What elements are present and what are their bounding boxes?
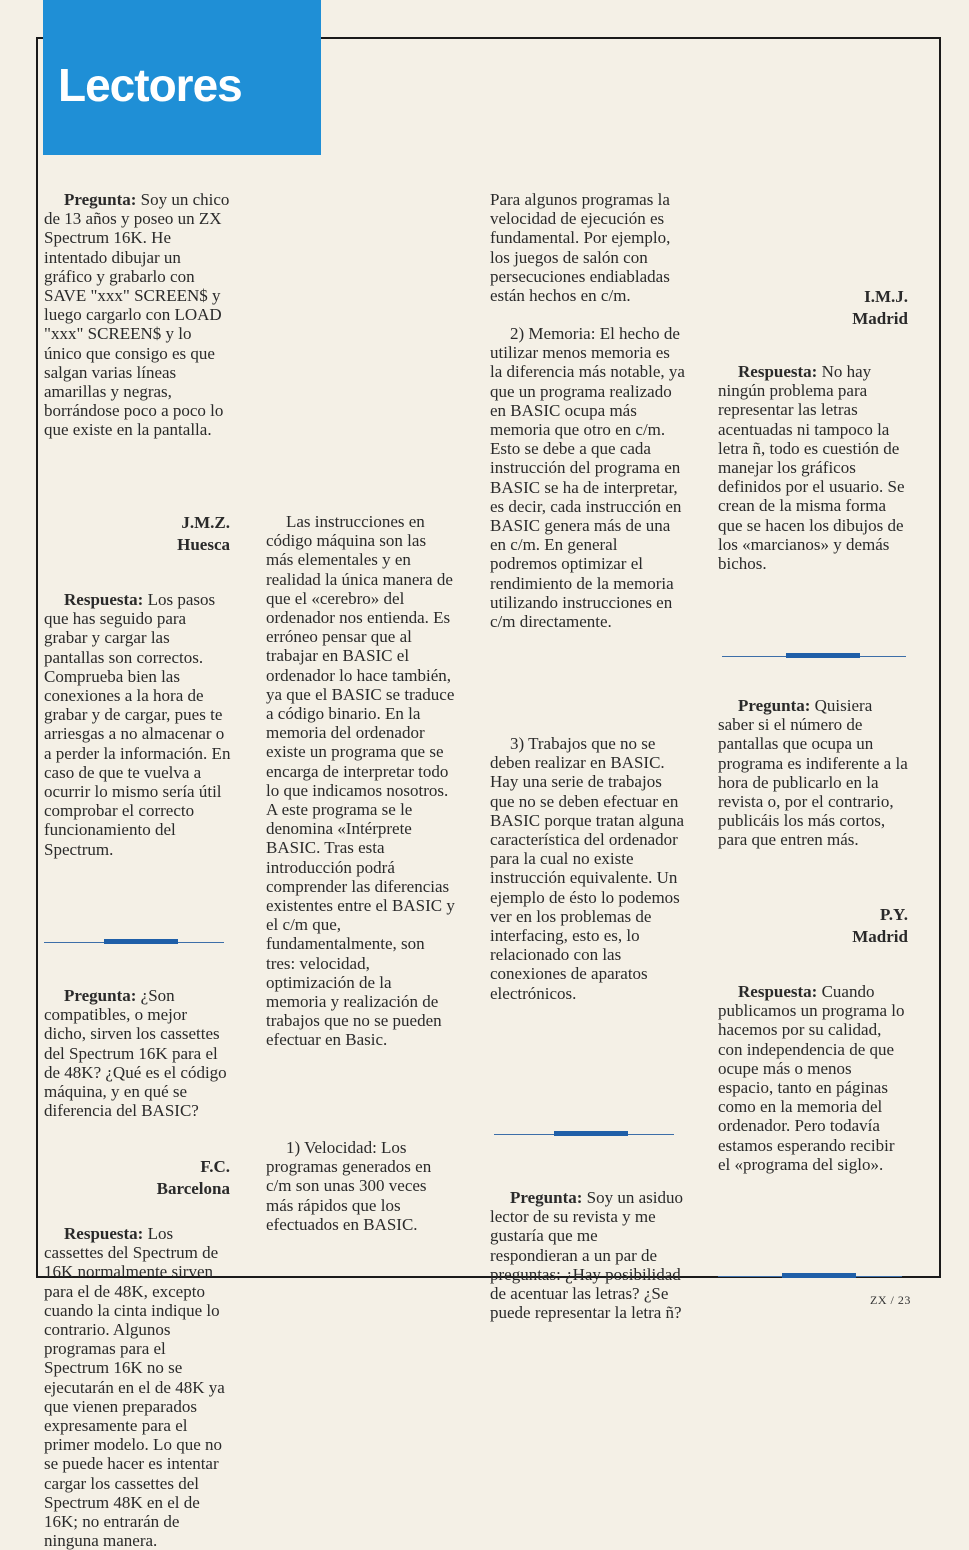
answer-paragraph: 3) Trabajos que no se deben realizar en BASIC. Hay una serie de trabajos que no se deben efectuar en BASIC porque tratan alguna característica del ordenador para la cual no existe instrucción equivalente. Un ejemplo de ésto lo podemos ver en los problemas de interfacing, esto es, lo relacionado con las conexiones de aparatos electrónicos. [490, 734, 685, 1003]
letter-4-question [718, 696, 910, 850]
divider [494, 1134, 674, 1135]
answer-text: Cuando publicamos un programa lo hacemos por su calidad, con independencia de que ocupe más o menos espacio, tanto en páginas como en la memoria del ordenador. Pero todavía estamos esperando recibir el «programa del siglo». [718, 982, 905, 1174]
letter-1-question [44, 190, 232, 440]
question-label: Pregunta: [64, 986, 137, 1005]
signature-name: F.C. [200, 1157, 230, 1176]
page-folio: ZX / 23 [870, 1293, 911, 1307]
answer-paragraph: 1) Velocidad: Los programas generados en c/m son unas 300 veces más rápidos que los efectuados en BASIC. [266, 1138, 432, 1234]
answer-paragraph: Para algunos programas la velocidad de ejecución es fundamental. Por ejemplo, los juegos de salón con persecuciones endiabladas están hechos en c/m. [490, 190, 671, 306]
answer-text: Los pasos que has seguido para grabar y cargar las pantallas son correctos. Comprueba bien las conexiones a la hora de grabar y de cargar, pues te arriesgas a no almacenar o a perder la información. En caso de que te vuelva a ocurrir lo mismo sería útil comprobar el correcto funcionamiento del Spectrum. [44, 590, 231, 859]
question-text: Soy un chico de 13 años y poseo un ZX Spectrum 16K. He intentado dibujar un gráfico y grabarlo con SAVE "xxx" SCREEN$ y luego cargarlo con LOAD "xxx" SCREEN$ y lo único que consigo es que salgan varias líneas amarillas y negras, borrándose poco a poco lo que existe en la pantalla. [44, 190, 230, 440]
question-text: Quisiera saber si el número de pantallas que ocupa un programa es indiferente a la hora de publicarlo en la revista o, por el contrario, publicáis los más cortos, para que entren más. [718, 696, 908, 850]
divider-mark [554, 1131, 628, 1136]
signature-city: Huesca [177, 535, 230, 554]
question-text: Soy un asiduo lector de su revista y me gustaría que me respondieran a un par de preguntas: ¿Hay posibilidad de acentuar las letras? ¿Se puede representar la letra ñ? [490, 1188, 683, 1323]
answer-label: Respuesta: [64, 590, 144, 609]
letter-3-answer [718, 362, 910, 573]
letter-2-question [44, 986, 232, 1120]
letter-2-signature [157, 1156, 230, 1200]
letter-3-question [490, 1188, 686, 1322]
answer-label: Respuesta: [738, 362, 818, 381]
signature-name: I.M.J. [864, 287, 908, 306]
section-title: Lectores [58, 59, 242, 111]
divider-mark [782, 1273, 856, 1278]
question-label: Pregunta: [738, 696, 811, 715]
signature-city: Barcelona [156, 1179, 230, 1198]
question-text: ¿Son compatibles, o mejor dicho, sirven los cassettes del Spectrum 16K para el de 48K? ¿Qué es el código máquina, y en qué se diferencia del BASIC? [44, 986, 227, 1121]
letter-1-answer [44, 590, 232, 859]
signature-city: Madrid [852, 309, 908, 328]
letter-3-signature [852, 286, 908, 330]
divider-mark [786, 653, 860, 658]
letter-4-signature [852, 904, 908, 948]
letter-4-answer [718, 982, 910, 1174]
answer-text: Los cassettes del Spectrum de 16K normalmente sirven para el de 48K, excepto cuando la cinta indique lo contrario. Algunos programas para el Spectrum 16K no se ejecutarán en el de 48K ya que vienen preparados expresamente para el primer modelo. Lo que no se puede hacer es intentar cargar los cassettes del Spectrum 48K en el de 16K; no entrarán de ninguna manera. [44, 1224, 225, 1550]
divider [44, 942, 224, 943]
question-label: Pregunta: [510, 1188, 583, 1207]
answer-label: Respuesta: [738, 982, 818, 1001]
signature-city: Madrid [852, 927, 908, 946]
letter-1-signature [177, 512, 230, 556]
signature-name: J.M.Z. [181, 513, 230, 532]
answer-text: No hay ningún problema para representar las letras acentuadas ni tampoco la letra ñ, todo es cuestión de manejar los gráficos definidos por el usuario. Se crean de la misma forma que se hacen los dibujos de los «marcianos» y demás bichos. [718, 362, 905, 574]
frame-left-rule [36, 37, 38, 1277]
answer-paragraph: Las instrucciones en código máquina son las más elementales y en realidad la única manera de que el «cerebro» del ordenador nos entienda. Es erróneo pensar que al trabajar en BASIC el ordenador lo hace también, ya que el BASIC se traduce a código binario. En la memoria del ordenador existe un programa que se encarga de interpretar todo lo que indicamos nosotros. A este programa se le denomina «Intérprete BASIC. Tras esta introducción podrá comprender las diferencias existentes entre el BASIC y el c/m que, fundamentalmente, son tres: velocidad, optimización de la memoria y realización de trabajos que no se pueden efectuar en Basic. [266, 512, 455, 1050]
divider [722, 656, 906, 657]
answer-label: Respuesta: [64, 1224, 144, 1243]
divider-mark [104, 939, 178, 944]
question-label: Pregunta: [64, 190, 137, 209]
divider [718, 1276, 902, 1277]
frame-right-rule [939, 37, 941, 1277]
answer-paragraph: 2) Memoria: El hecho de utilizar menos memoria es la diferencia más notable, ya que un programa realizado en BASIC ocupa más memoria que otro en c/m. Esto se debe a que cada instrucción del programa en BASIC se ha de interpretar, es decir, cada instrucción en BASIC genera más de una en c/m. En general podremos optimizar el rendimiento de la memoria utilizando instrucciones en c/m directamente. [490, 324, 685, 632]
signature-name: P.Y. [879, 905, 908, 924]
letter-2-answer-start [44, 1224, 232, 1550]
